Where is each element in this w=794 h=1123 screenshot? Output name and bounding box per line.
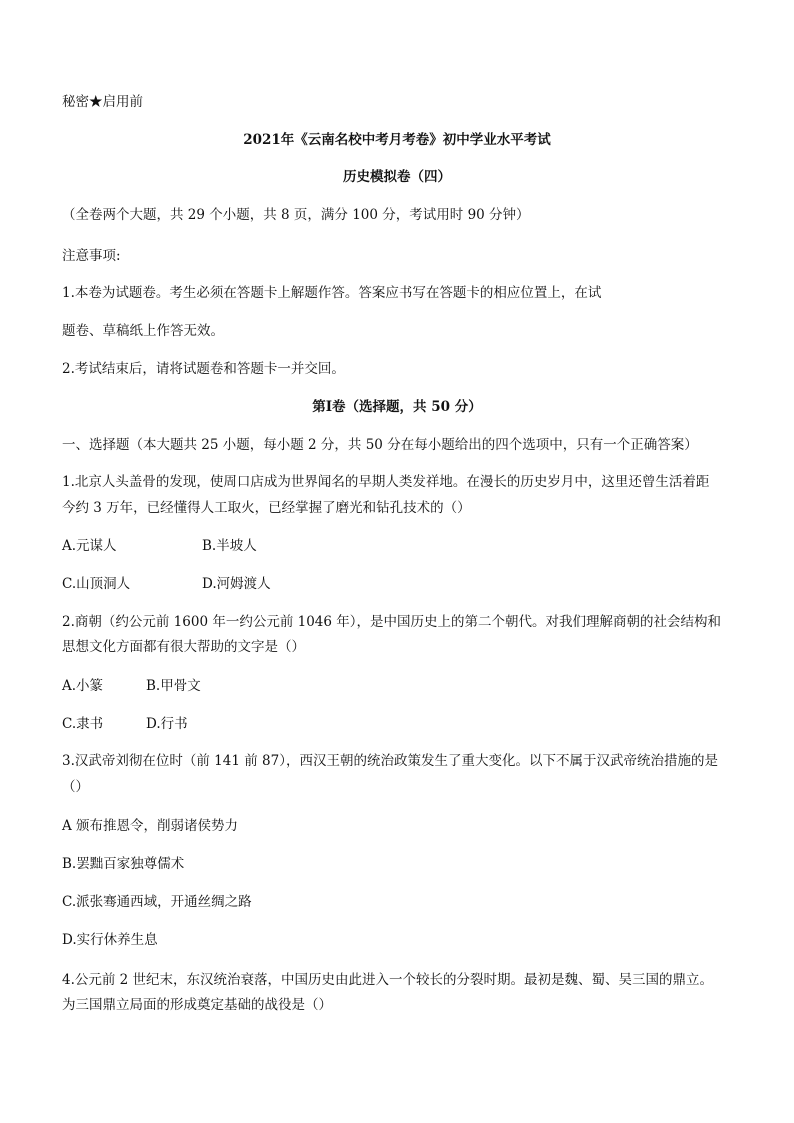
section-instruction: 一、选择题（本大题共 25 小题，每小题 2 分，共 50 分在每小题给出的四个选项中，只有一个正确答案） [62,437,698,453]
question-1-option-a: A.元谋人 [62,538,117,554]
question-4-line-1: 4.公元前 2 世纪末，东汉统治衰落，中国历史由此进入一个较长的分裂时期。最初是魏、蜀、吴三国的鼎立。 [62,972,714,988]
question-2-option-d: D.行书 [146,716,188,732]
note-item-1-line-1: 1.本卷为试题卷。考生必须在答题卡上解题作答。答案应书写在答题卡的相应位置上，在试 [62,285,602,301]
note-item-2: 2.考试结束后，请将试题卷和答题卡一并交回。 [62,361,345,377]
question-3-option-d: D.实行休养生息 [62,932,158,948]
exam-summary: （全卷两个大题，共 29 个小题，共 8 页，满分 100 分，考试用时 90 分钟） [62,207,530,223]
question-2-line-2: 思想文化方面都有很大帮助的文字是（） [62,639,305,655]
note-item-1-line-2: 题卷、草稿纸上作答无效。 [62,323,224,339]
question-3-option-b: B.罢黜百家独尊儒术 [62,856,185,872]
question-1-option-b: B.半坡人 [202,538,257,554]
question-1-line-1: 1.北京人头盖骨的发现，使周口店成为世界闻名的早期人类发祥地。在漫长的历史岁月中，这里还曾生活着距 [62,474,710,490]
question-4-line-2: 为三国鼎立局面的形成奠定基础的战役是（） [62,997,332,1013]
question-3-line-1: 3.汉武帝刘彻在位时（前 141 前 87），西汉王朝的统治政策发生了重大变化。以下不属于汉武帝统治措施的是 [62,753,718,769]
question-3-option-a: A 颁布推恩令，削弱诸侯势力 [62,818,239,834]
question-2-option-c: C.隶书 [62,716,104,732]
question-1-line-2: 今约 3 万年，已经懂得人工取火，已经掌握了磨光和钻孔技术的（） [62,500,471,516]
question-3-line-2: （） [62,779,89,795]
secret-mark: 秘密★启用前 [62,94,143,110]
question-1-option-d: D.河姆渡人 [202,576,271,592]
notes-heading: 注意事项: [62,248,121,264]
question-1-option-c: C.山顶洞人 [62,576,131,592]
question-2-option-a: A.小篆 [62,678,104,694]
question-3-option-c: C.派张骞通西域，开通丝绸之路 [62,894,252,910]
question-2-option-b: B.甲骨文 [146,678,201,694]
paper-title: 历史模拟卷（四） [343,169,451,185]
question-2-line-1: 2.商朝（约公元前 1600 年一约公元前 1046 年），是中国历史上的第二个朝代。对我们理解商朝的社会结构和 [62,614,722,630]
section-title: 第Ⅰ卷（选择题，共 50 分） [312,399,482,415]
exam-title: 2021年《云南名校中考月考卷》初中学业水平考试 [243,132,551,148]
